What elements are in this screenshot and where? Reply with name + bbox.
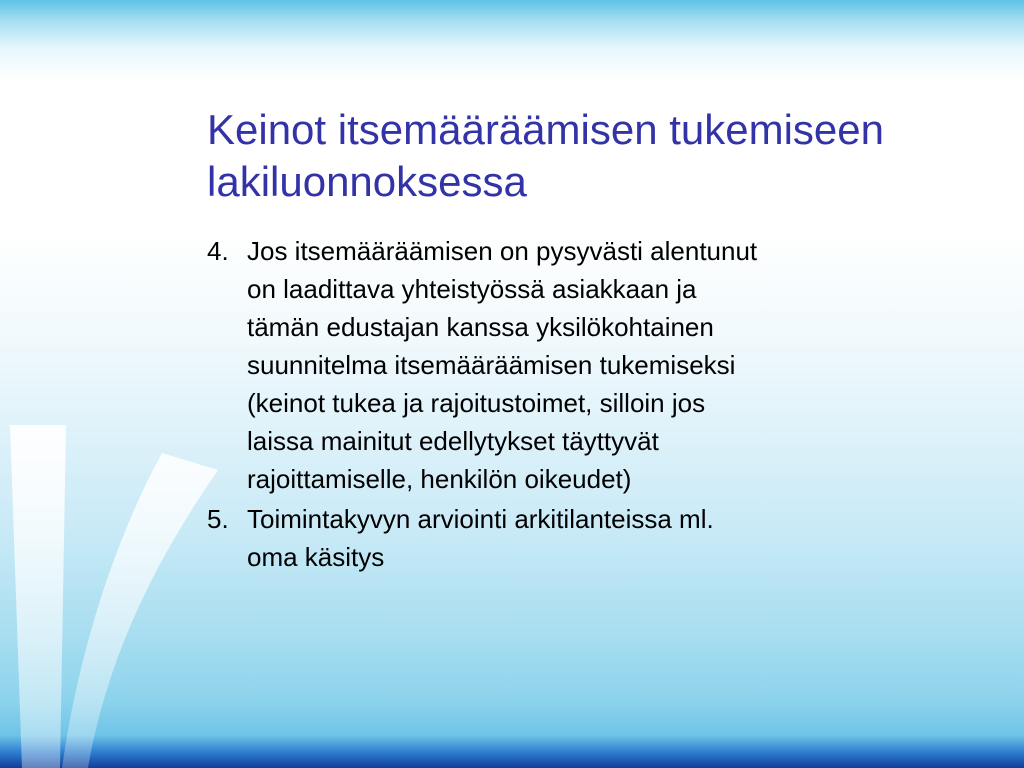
title-line: lakiluonnoksessa <box>207 158 527 205</box>
list-item-line: Jos itsemääräämisen on pysyvästi alentunut <box>247 236 758 266</box>
list-item-line: Toimintakyvyn arviointi arkitilanteissa ml. <box>247 504 714 534</box>
list-item-number: 4. <box>207 236 229 266</box>
list-item-line: oma käsitys <box>247 542 385 572</box>
list-item-line: on laadittava yhteistyössä asiakkaan ja <box>247 274 697 304</box>
list-item-line: laissa mainitut edellytykset täyttyvät <box>247 426 659 456</box>
list-item-line: rajoittamiselle, henkilön oikeudet) <box>247 464 632 494</box>
list-item-line: tämän edustajan kanssa yksilökohtainen <box>247 312 714 342</box>
light-beam-right <box>62 453 218 768</box>
list-item-line: suunnitelma itsemääräämisen tukemiseksi <box>247 350 736 380</box>
title-line: Keinot itsemääräämisen tukemiseen <box>207 106 885 153</box>
list-item <box>207 232 967 498</box>
numbered-list <box>207 232 967 578</box>
light-beam-left <box>10 425 66 768</box>
list-item <box>207 500 967 576</box>
list-item-line: (keinot tukea ja rajoitustoimet, silloin jos <box>247 388 706 418</box>
list-item-number: 5. <box>207 504 229 534</box>
slide-title <box>207 104 1024 208</box>
